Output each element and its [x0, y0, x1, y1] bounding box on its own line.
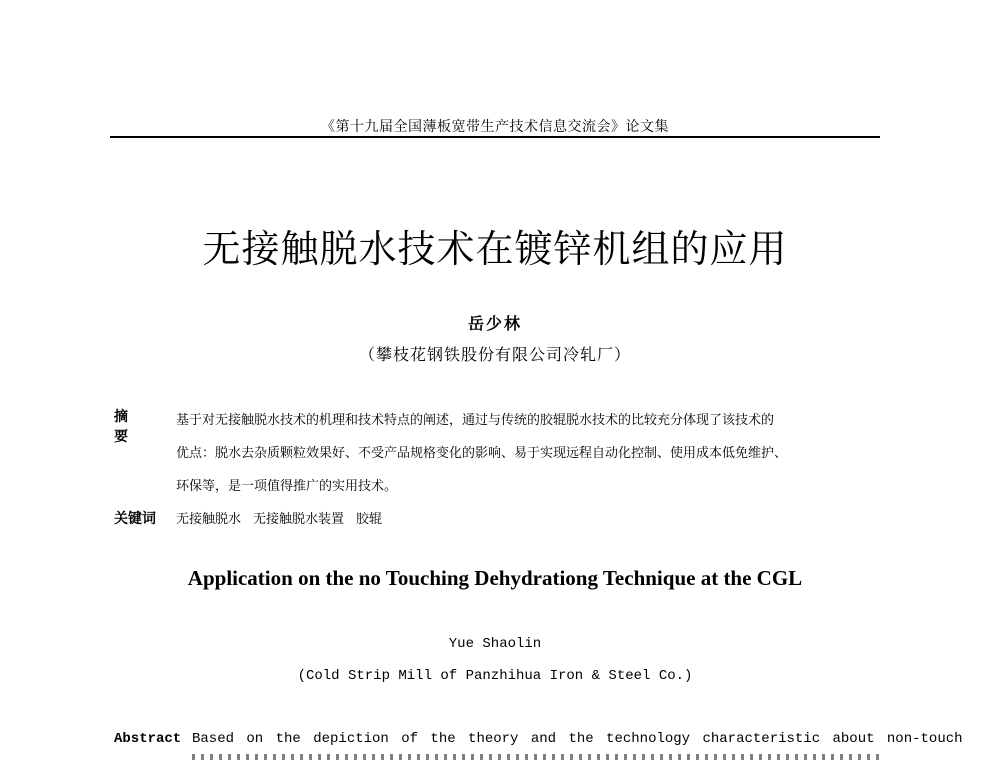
paper-title-cn: 无接触脱水技术在镀锌机组的应用 [202, 227, 788, 271]
affiliation-cn: （攀枝花钢铁股份有限公司冷轧厂） [358, 345, 631, 364]
author-name-cn: 岳少林 [467, 314, 522, 333]
keyword-item: 无接触脱水 [176, 512, 242, 527]
abstract-line-cn: 优点：脱水去杂质颗粒效果好、不受产品规格变化的影响、易于实现远程自动化控制、使用成本低免维护、 [176, 446, 788, 461]
keyword-item: 无接触脱水装置 [253, 512, 345, 527]
affiliation-en: (Cold Strip Mill of Panzhihua Iron & Steel Co.) [297, 668, 693, 684]
author-name-en: Yue Shaolin [448, 636, 542, 652]
running-header: 《第十九届全国薄板宽带生产技术信息交流会》论文集 [321, 119, 669, 135]
abstract-body-cn [176, 404, 888, 503]
abstract-body-en: Based on the depiction of the theory and the technology characteristic about non-touch [192, 731, 963, 747]
abstract-line-cn: 环保等，是一项值得推广的实用技术。 [176, 479, 398, 494]
abstract-label-en: Abstract [114, 731, 182, 747]
keywords-list-cn [176, 508, 382, 527]
abstract-label-cn: 摘 要 [114, 409, 142, 445]
abstract-line-cn: 基于对无接触脱水技术的机理和技术特点的阐述，通过与传统的胶辊脱水技术的比较充分体现了该技术的 [176, 413, 775, 428]
keywords-label-cn: 关键词 [114, 511, 156, 527]
keyword-item: 胶辊 [356, 512, 383, 527]
header-rule [110, 136, 880, 138]
truncated-text-line [192, 754, 882, 760]
paper-title-en: Application on the no Touching Dehydrationg Technique at the CGL [187, 566, 803, 590]
